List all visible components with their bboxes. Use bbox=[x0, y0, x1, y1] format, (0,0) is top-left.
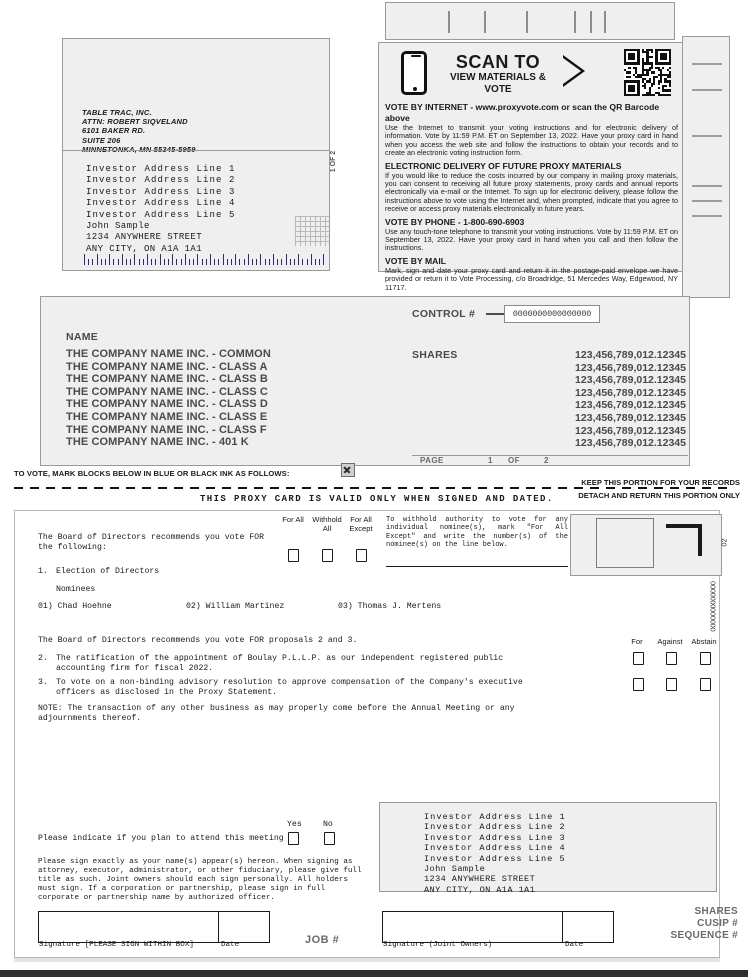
signature-box-joint[interactable] bbox=[382, 911, 564, 943]
shares-value-7: 123,456,789,012.12345 bbox=[575, 437, 686, 450]
registration-box bbox=[596, 518, 654, 568]
shares-value-list bbox=[534, 349, 686, 450]
postnet-bar bbox=[84, 254, 85, 265]
qr-module bbox=[633, 89, 635, 91]
bottom-address-line-3: Investor Address Line 4 bbox=[424, 843, 566, 854]
attend-no-label: No bbox=[323, 820, 333, 829]
scan-to-title: SCAN TO bbox=[455, 52, 541, 72]
tick-mark bbox=[692, 200, 722, 202]
qr-module bbox=[633, 58, 635, 60]
instruction-body-2: Use any touch-tone telephone to transmit your voting instructions. Vote by 11:59 P.M. ET on September 13, 2022. Have your proxy card in hand when you call and then follow the instructions. bbox=[385, 226, 678, 253]
postnet-bar bbox=[155, 259, 156, 265]
nominees-label: Nominees bbox=[56, 585, 96, 594]
signature-label-joint: Signature (Joint Owners) bbox=[383, 941, 493, 949]
checkbox-proposal-2-against[interactable] bbox=[666, 652, 677, 665]
postnet-bar bbox=[252, 259, 253, 265]
return-address-line-0: TABLE TRAC, INC. bbox=[82, 108, 152, 117]
qr-module bbox=[669, 94, 671, 96]
name-column-header: NAME bbox=[66, 331, 99, 343]
column-header-withhold-all: Withhold All bbox=[312, 515, 342, 533]
proposal-2-number: 2. bbox=[38, 654, 48, 663]
tick-mark bbox=[692, 215, 722, 217]
bottom-address-line-4: Investor Address Line 5 bbox=[424, 853, 566, 864]
checkbox-for-all[interactable] bbox=[288, 549, 299, 562]
left-margin-code bbox=[4, 806, 18, 946]
company-name-6: THE COMPANY NAME INC. - CLASS F bbox=[66, 423, 267, 436]
postnet-bar bbox=[298, 254, 299, 265]
signature-instructions: Please sign exactly as your name(s) appear(s) hereon. When signing as attorney, executor, administrator, or other fiduciary, please give full title as such. Joint owners should each sign personally. All holders must sign. If a corporation or partnership, please sign in full corporate or partnership name by authorized officer. bbox=[38, 858, 362, 902]
nominee-0: 01) Chad Hoehne bbox=[38, 602, 112, 611]
qr-module bbox=[669, 89, 671, 91]
shares-value-6: 123,456,789,012.12345 bbox=[575, 424, 686, 437]
instructions-body bbox=[385, 99, 678, 292]
checkbox-for-all-except[interactable] bbox=[356, 549, 367, 562]
return-address-line-2: 6101 BAKER RD. bbox=[82, 126, 146, 136]
company-name-0: THE COMPANY NAME INC. - COMMON bbox=[66, 348, 271, 360]
qr-module bbox=[628, 67, 630, 69]
postnet-bar bbox=[126, 259, 127, 265]
qr-module bbox=[653, 71, 655, 73]
proposal-1-text: Election of Directors bbox=[56, 567, 160, 576]
postnet-bar bbox=[130, 259, 131, 265]
instruction-heading-3: VOTE BY MAIL bbox=[385, 255, 446, 266]
postnet-bar bbox=[185, 254, 186, 265]
barcode-bar bbox=[574, 11, 576, 33]
proposal-3 bbox=[38, 678, 538, 698]
tick-mark bbox=[692, 63, 722, 65]
qr-module bbox=[653, 83, 655, 85]
postnet-bar bbox=[269, 259, 270, 265]
bottom-address-line-0: Investor Address Line 1 bbox=[424, 812, 566, 822]
shares-value-0: 123,456,789,012.12345 bbox=[575, 349, 686, 361]
postnet-bar bbox=[248, 254, 249, 265]
return-address bbox=[82, 108, 196, 154]
proposal-3-text: To vote on a non-binding advisory resolution to approve compensation of the Company's executive officers as disclosed in the Proxy Statement. bbox=[56, 678, 523, 697]
page-of: OF bbox=[508, 456, 520, 465]
bottom-address-line-7: ANY CITY, ON A1A 1A1 bbox=[424, 884, 536, 895]
investor-address-line-1: Investor Address Line 2 bbox=[86, 175, 236, 186]
proposal-2-text: The ratification of the appointment of Boulay P.L.L.P. as our independent registered public accounting firm for fiscal 2022. bbox=[56, 654, 504, 673]
page-word: PAGE bbox=[420, 456, 444, 465]
qr-module bbox=[662, 67, 664, 69]
right-margin-code-top bbox=[719, 530, 740, 556]
page-indicator-label: 1 OF 2 bbox=[330, 150, 338, 173]
company-name-1: THE COMPANY NAME INC. - CLASS A bbox=[66, 360, 268, 373]
postnet-bar bbox=[197, 254, 198, 265]
tear-line bbox=[14, 487, 734, 489]
postnet-bar bbox=[88, 259, 89, 265]
investor-address bbox=[86, 164, 236, 255]
scan-to-subtitle: VIEW MATERIALS & VOTE bbox=[450, 72, 546, 95]
postnet-bar bbox=[286, 254, 287, 265]
postnet-bar bbox=[319, 259, 320, 265]
checkbox-proposal-3-for[interactable] bbox=[633, 678, 644, 691]
postnet-barcode bbox=[84, 253, 327, 265]
barcode-bar bbox=[526, 11, 528, 33]
shares-value-5: 123,456,789,012.12345 bbox=[575, 411, 686, 424]
shares-cusip-sequence-labels bbox=[671, 906, 738, 942]
shares-value-3: 123,456,789,012.12345 bbox=[575, 386, 686, 399]
tag-label-0: SHARES bbox=[694, 906, 738, 917]
qr-module bbox=[651, 51, 653, 53]
proposal-1-number: 1. bbox=[38, 567, 48, 576]
nominee-2: 03) Thomas J. Mertens bbox=[338, 602, 442, 611]
tick-mark bbox=[692, 135, 722, 137]
attend-yes-label: Yes bbox=[287, 820, 302, 829]
mark-instruction-text: TO VOTE, MARK BLOCKS BELOW IN BLUE OR BLACK INK AS FOLLOWS: bbox=[14, 469, 290, 478]
shares-value-2: 123,456,789,012.12345 bbox=[575, 374, 686, 387]
company-name-list bbox=[66, 348, 271, 449]
instruction-heading-2: VOTE BY PHONE - 1-800-690-6903 bbox=[385, 216, 525, 227]
checkbox-proposal-2-abstain[interactable] bbox=[700, 652, 711, 665]
postnet-bar bbox=[244, 259, 245, 265]
qr-module bbox=[669, 76, 671, 78]
detach-portion-text: DETACH AND RETURN THIS PORTION ONLY bbox=[578, 491, 740, 500]
x-mark-sample-icon bbox=[341, 463, 355, 477]
investor-address-line-2: Investor Address Line 3 bbox=[86, 186, 236, 197]
postnet-bar bbox=[105, 259, 106, 265]
page-divider bbox=[412, 455, 688, 456]
postnet-bar bbox=[223, 254, 224, 265]
checkbox-attend-yes[interactable] bbox=[288, 832, 299, 845]
investor-address-line-4: Investor Address Line 5 bbox=[86, 209, 236, 220]
job-number-label: JOB # bbox=[305, 934, 340, 946]
recommendation-1: The Board of Directors recommends you vote FOR the following: bbox=[38, 533, 265, 552]
postnet-bar bbox=[307, 259, 308, 265]
postnet-bar bbox=[113, 259, 114, 265]
postnet-bar bbox=[143, 259, 144, 265]
qr-module bbox=[637, 94, 639, 96]
postnet-bar bbox=[189, 259, 190, 265]
qr-module bbox=[669, 67, 671, 69]
bottom-address-line-2: Investor Address Line 3 bbox=[424, 832, 566, 843]
signature-label-primary: Signature [PLEASE SIGN WITHIN BOX] bbox=[39, 941, 194, 949]
postnet-bar bbox=[176, 259, 177, 265]
shares-value-4: 123,456,789,012.12345 bbox=[575, 399, 686, 412]
checkbox-proposal-3-abstain[interactable] bbox=[700, 678, 711, 691]
checkbox-withhold-all[interactable] bbox=[322, 549, 333, 562]
postnet-bar bbox=[122, 254, 123, 265]
investor-address-line-3: Investor Address Line 4 bbox=[86, 198, 236, 209]
qr-module bbox=[651, 56, 653, 58]
postnet-bar bbox=[206, 259, 207, 265]
company-name-5: THE COMPANY NAME INC. - CLASS E bbox=[66, 410, 268, 423]
triangle-right-icon bbox=[563, 55, 585, 87]
bottom-dark-bar bbox=[0, 970, 748, 977]
right-margin-code-bottom bbox=[708, 560, 740, 650]
shares-column-header: SHARES bbox=[412, 349, 458, 361]
withhold-authority-note: To withhold authority to vote for any individual nominee(s), mark "For All Except" and write the number(s) of the nominee(s) on the line below. bbox=[386, 516, 568, 550]
barcode-bar bbox=[484, 11, 486, 33]
postnet-bar bbox=[134, 254, 135, 265]
qr-module bbox=[644, 87, 646, 89]
validity-statement: THIS PROXY CARD IS VALID ONLY WHEN SIGNED AND DATED. bbox=[200, 494, 554, 504]
postnet-bar bbox=[181, 259, 182, 265]
investor-address-line-0: Investor Address Line 1 bbox=[86, 164, 236, 174]
barcode-bar bbox=[590, 11, 592, 33]
postnet-bar bbox=[256, 259, 257, 265]
barcode-bar bbox=[448, 11, 450, 33]
postnet-bar bbox=[101, 259, 102, 265]
postnet-bar bbox=[97, 254, 98, 265]
right-margin-code-bottom-text: 0000000000000 bbox=[708, 581, 718, 632]
column-header-abstain: Abstain bbox=[691, 637, 717, 646]
qr-module bbox=[655, 76, 657, 78]
address-divider bbox=[63, 150, 329, 151]
postnet-bar bbox=[147, 254, 148, 265]
instruction-body-0: Use the Internet to transmit your voting instructions and for electronic delivery of information. Vote by 11:59 P.M. ET on September 13, 2022. Have your proxy card in hand when you access the web site and follow the instructions to obtain your records and to create an electronic voting instruction form. bbox=[385, 123, 678, 158]
postnet-bar bbox=[92, 259, 93, 265]
column-header-for: For bbox=[631, 637, 643, 646]
address-grid-mark bbox=[295, 216, 329, 246]
postnet-bar bbox=[290, 259, 291, 265]
date-box-primary[interactable] bbox=[218, 911, 270, 943]
instruction-body-1: If you would like to reduce the costs incurred by our company in mailing proxy materials, you can consent to receiving all future proxy statements, proxy cards and annual reports electronically via e-mail or the Internet. To sign up for electronic delivery, please follow the instructions above to vote using the Internet and, when prompted, indicate that you agree to receive or access proxy materials electronically in future years. bbox=[385, 170, 678, 214]
postnet-bar bbox=[172, 254, 173, 265]
postnet-bar bbox=[168, 259, 169, 265]
qr-module bbox=[653, 94, 655, 96]
qr-module bbox=[669, 85, 671, 87]
recommendation-2: The Board of Directors recommends you vote FOR proposals 2 and 3. bbox=[38, 636, 358, 645]
qr-module bbox=[664, 85, 666, 87]
proxy-note: NOTE: The transaction of any other business as may properly come before the Annual Meeting or any adjournments thereof. bbox=[38, 704, 515, 723]
card-bottom-shadow bbox=[14, 958, 720, 962]
date-label-primary: Date bbox=[221, 941, 240, 949]
tag-label-1: CUSIP # bbox=[697, 918, 738, 929]
date-label-joint: Date bbox=[565, 941, 584, 949]
postnet-bar bbox=[118, 259, 119, 265]
tick-mark bbox=[692, 89, 722, 91]
qr-module bbox=[658, 83, 660, 85]
investor-address-line-6: 1234 ANYWHERE STREET bbox=[86, 232, 203, 243]
postnet-bar bbox=[260, 254, 261, 265]
postnet-bar bbox=[151, 259, 152, 265]
keep-portion-text: KEEP THIS PORTION FOR YOUR RECORDS bbox=[581, 478, 740, 487]
qr-module bbox=[646, 74, 648, 76]
page-current: 1 bbox=[488, 456, 493, 465]
company-name-4: THE COMPANY NAME INC. - CLASS D bbox=[66, 398, 268, 411]
bottom-address-line-5: John Sample bbox=[424, 864, 486, 875]
proposal-3-number: 3. bbox=[38, 678, 48, 687]
qr-module bbox=[628, 76, 630, 78]
nominee-1: 02) William Martinez bbox=[186, 602, 285, 611]
column-header-for-all-except: For All Except bbox=[349, 515, 373, 533]
investor-address-line-5: John Sample bbox=[86, 221, 150, 232]
scan-to-text bbox=[439, 52, 557, 96]
return-address-line-1: ATTN: ROBERT SIQVELAND bbox=[82, 117, 188, 127]
scan-to-banner bbox=[387, 49, 675, 97]
postnet-bar bbox=[302, 259, 303, 265]
return-address-line-3: SUITE 206 bbox=[82, 135, 121, 145]
checkbox-proposal-3-against[interactable] bbox=[666, 678, 677, 691]
postnet-bar bbox=[214, 259, 215, 265]
postnet-bar bbox=[227, 259, 228, 265]
instruction-heading-0: VOTE BY INTERNET - www.proxyvote.com or scan the QR Barcode above bbox=[385, 102, 660, 123]
bottom-investor-address bbox=[424, 812, 566, 895]
postnet-bar bbox=[160, 254, 161, 265]
qr-module bbox=[628, 71, 630, 73]
postnet-bar bbox=[315, 259, 316, 265]
smartphone-icon bbox=[401, 51, 427, 95]
bottom-address-line-6: 1234 ANYWHERE STREET bbox=[424, 874, 536, 885]
postnet-bar bbox=[239, 259, 240, 265]
barcode-bar bbox=[604, 11, 606, 33]
postnet-bar bbox=[311, 254, 312, 265]
control-number-label: CONTROL # bbox=[412, 308, 476, 320]
qr-code-icon[interactable] bbox=[624, 49, 671, 96]
postnet-bar bbox=[281, 259, 282, 265]
page-total: 2 bbox=[544, 456, 549, 465]
instruction-body-3: Mark, sign and date your proxy card and return it in the postage-paid envelope we have provided or return it to Vote Processing, c/o Broadridge, 51 Mercedes Way, Edgewood, NY 11717. bbox=[385, 265, 678, 292]
postnet-bar bbox=[231, 259, 232, 265]
postnet-bar bbox=[277, 259, 278, 265]
checkbox-proposal-2-for[interactable] bbox=[633, 652, 644, 665]
page-indicator-rotated bbox=[330, 150, 351, 243]
control-number-value[interactable]: 0000000000000000 bbox=[504, 305, 600, 323]
top-barcode-strip bbox=[385, 2, 675, 40]
qr-module bbox=[660, 80, 662, 82]
qr-module bbox=[664, 58, 666, 60]
postnet-bar bbox=[273, 254, 274, 265]
qr-module bbox=[637, 62, 639, 64]
postnet-bar bbox=[235, 254, 236, 265]
qr-module bbox=[651, 85, 653, 87]
attend-question: Please indicate if you plan to attend this meeting bbox=[38, 834, 284, 843]
proposal-2 bbox=[38, 654, 538, 674]
instruction-heading-1: ELECTRONIC DELIVERY OF FUTURE PROXY MATERIALS bbox=[385, 160, 622, 171]
qr-module bbox=[658, 87, 660, 89]
postnet-bar bbox=[139, 259, 140, 265]
column-header-against: Against bbox=[657, 637, 683, 646]
right-tick-panel bbox=[682, 36, 730, 298]
bottom-address-line-1: Investor Address Line 2 bbox=[424, 822, 566, 833]
column-header-for-all: For All bbox=[282, 515, 304, 524]
tag-label-2: SEQUENCE # bbox=[670, 930, 738, 941]
shares-value-1: 123,456,789,012.12345 bbox=[575, 361, 686, 374]
signature-box-primary[interactable] bbox=[38, 911, 220, 943]
postnet-bar bbox=[202, 259, 203, 265]
investor-address-line-7: ANY CITY, ON A1A 1A1 bbox=[86, 243, 203, 254]
company-name-3: THE COMPANY NAME INC. - CLASS C bbox=[66, 385, 268, 398]
postnet-bar bbox=[109, 254, 110, 265]
postnet-bar bbox=[265, 259, 266, 265]
tick-mark bbox=[692, 185, 722, 187]
voting-instructions-panel bbox=[378, 42, 683, 292]
qr-module bbox=[669, 62, 671, 64]
postnet-bar bbox=[210, 254, 211, 265]
postnet-bar bbox=[164, 259, 165, 265]
checkbox-attend-no[interactable] bbox=[324, 832, 335, 845]
postnet-bar bbox=[218, 259, 219, 265]
company-name-7: THE COMPANY NAME INC. - 401 K bbox=[66, 436, 249, 449]
company-name-2: THE COMPANY NAME INC. - CLASS B bbox=[66, 373, 268, 386]
date-box-joint[interactable] bbox=[562, 911, 614, 943]
postnet-bar bbox=[294, 259, 295, 265]
right-margin-code-top-text: 02 bbox=[719, 538, 729, 547]
postnet-bar bbox=[193, 259, 194, 265]
nominee-writein-line[interactable] bbox=[386, 566, 568, 567]
corner-alignment-mark-icon bbox=[666, 524, 702, 556]
qr-module bbox=[651, 67, 653, 69]
postnet-bar bbox=[323, 254, 324, 265]
